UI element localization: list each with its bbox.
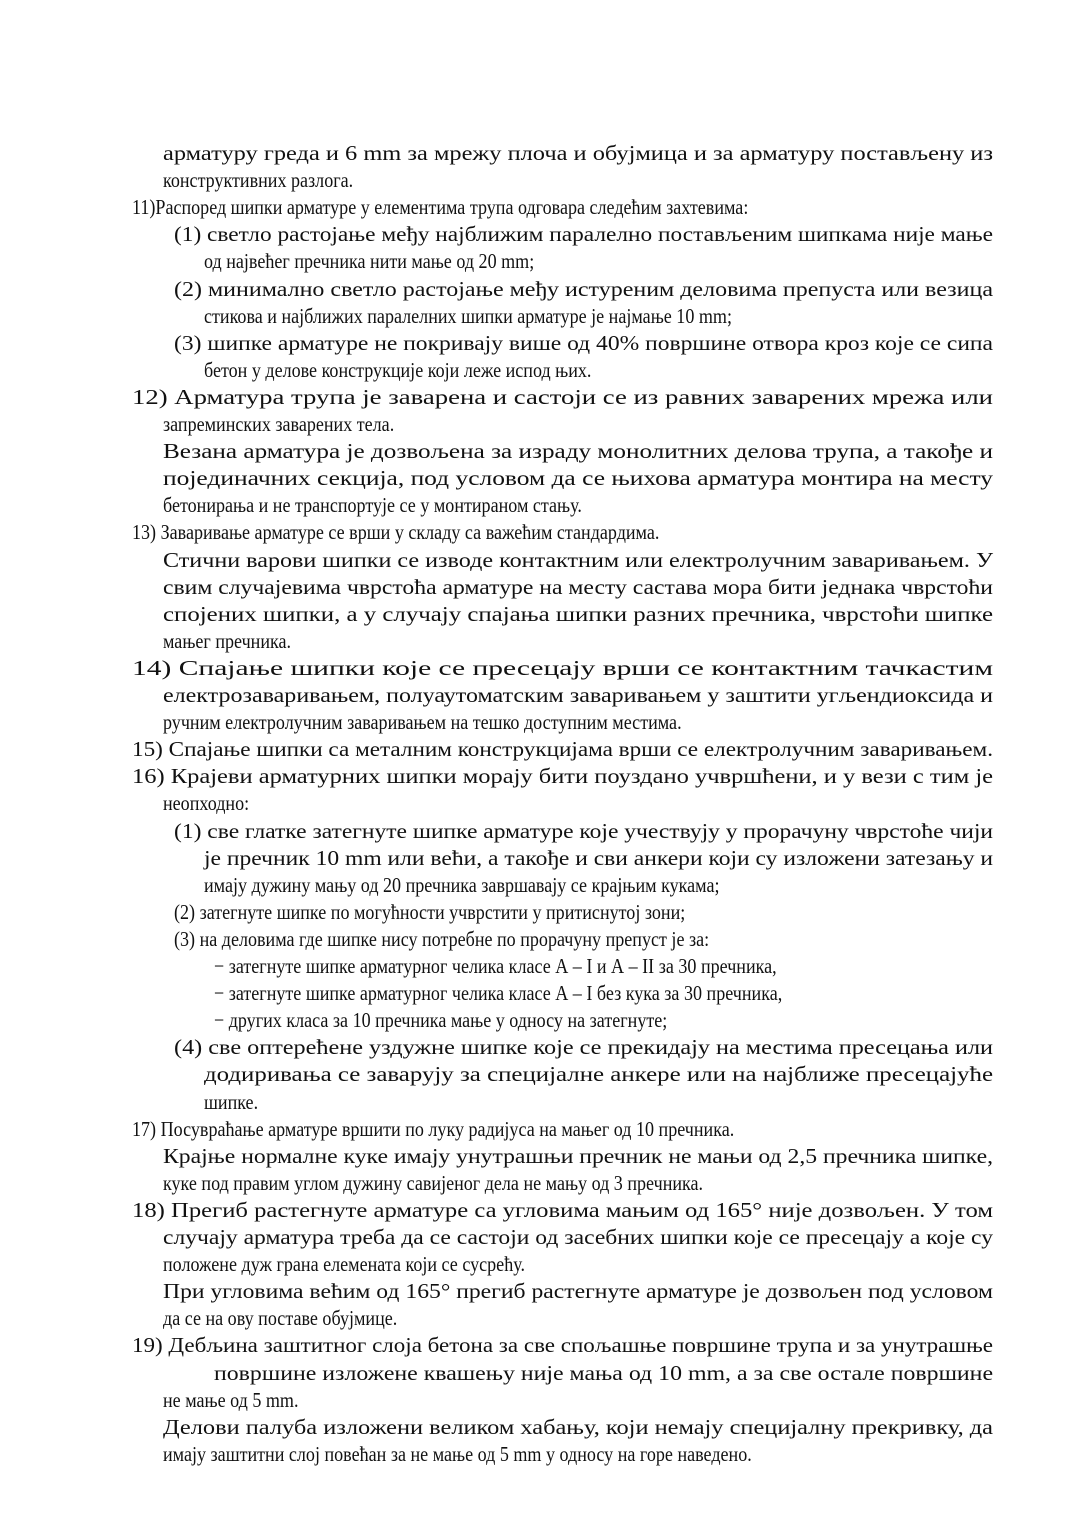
line-text: бетон у делове конструкције који леже испод њих.	[204, 357, 592, 382]
list-item-17	[132, 1116, 832, 1143]
line-text: имају заштитни слој повећан за не мање од 5 mm у односу на горе наведено.	[163, 1441, 752, 1466]
text-line	[204, 872, 803, 899]
list-item-11	[132, 194, 849, 221]
line-text: − других класа за 10 пречника мање у односу на затегнуте;	[214, 1008, 668, 1033]
line-text: Крајње нормалне куке имају унутрашњи пречник не мањи од 2,5 пречника шипке,	[163, 1143, 994, 1168]
text-line	[163, 167, 384, 194]
sub-item-11-2	[174, 276, 993, 303]
line-text: куке под правим углом дужину савијеног дела не мању од 3 пречника.	[163, 1170, 704, 1195]
line-text: појединачних секција, под условом да се њихова арматура монтира на месту	[163, 466, 993, 491]
text-line	[163, 1305, 435, 1332]
line-text: је пречник 10 mm или већи, а такође и сви анкери који су изложени затезању и	[204, 845, 994, 870]
text-line	[163, 1251, 584, 1278]
line-text: спојених шипки, а у случају спајања шипки разних пречника, чврстоћи шипке	[163, 601, 994, 626]
list-item-13	[132, 519, 745, 546]
text-line	[163, 628, 312, 655]
text-line	[163, 1414, 994, 1441]
list-item-18	[132, 1197, 993, 1224]
line-text: не мање од 5 mm.	[163, 1387, 299, 1412]
text-line	[163, 709, 766, 736]
text-line	[204, 1089, 267, 1116]
dash-item	[214, 1007, 741, 1034]
dash-item	[214, 953, 868, 980]
line-text: Стични варови шипки се изводе контактним или електролучним заваривањем. У	[163, 547, 994, 572]
line-text: свим случајевима чврстоћа арматуре на месту састава мора бити једнака чврстоћи	[163, 574, 993, 599]
line-text: запреминских заварених тела.	[163, 412, 395, 436]
line-text: При угловима већим од 165° прегиб растегнуте арматуре је дозвољен под условом	[163, 1279, 993, 1304]
line-text: ручним електролучним заваривањем на тешко доступним местима.	[163, 710, 682, 735]
line-text: (1) све глатке затегнуте шипке арматуре које учествују у прорачуну чврстоће чији	[174, 818, 994, 843]
line-text: 12) Арматура трупа је заварена и састоји се из равних заварених мрежа или	[132, 384, 993, 409]
text-line	[163, 411, 432, 438]
line-text: конструктивних разлога.	[163, 168, 354, 193]
line-text: 16) Крајеви арматурних шипки морају бити поуздано учвршћени, и у вези с тим је	[132, 764, 994, 789]
line-text: 18) Прегиб растегнуте арматуре са угловима мањим од 165° није дозвољен. У том	[132, 1197, 993, 1222]
line-text: случају арматура треба да се састоји од засебних шипки које се пресецају а које су	[163, 1225, 994, 1249]
text-line	[204, 303, 818, 330]
text-line	[163, 574, 993, 601]
text-line	[214, 1360, 994, 1387]
line-text: површине изложене квашењу није мања од 10 mm, а за све остале површине	[214, 1360, 994, 1385]
sub-item-11-3	[174, 330, 993, 357]
line-text: од највећег пречника нити мање од 20 mm;	[204, 249, 535, 274]
line-text: (3) шипке арматуре не покривају више од 40% површине отвора кроз које се сипа	[174, 330, 993, 355]
line-text: 14) Спајање шипки које се пресецају врши се контактним тачкастим	[132, 655, 994, 680]
text-line	[163, 465, 993, 492]
list-item-14	[132, 655, 994, 682]
line-text: Делови палуба изложени великом хабању, који немају специјалну прекривку, да	[163, 1414, 994, 1439]
line-text: неопходно:	[163, 791, 250, 816]
text-line	[204, 845, 994, 872]
line-text: положене дуж грана елемената који се сусрећу.	[163, 1252, 525, 1277]
sub-item-16-1	[174, 818, 994, 845]
text-line	[163, 682, 994, 709]
line-text: − затегнуте шипке арматурног челика класе А – I без кука за 30 пречника,	[214, 981, 783, 1006]
text-line	[163, 492, 650, 519]
text-line	[163, 1387, 321, 1414]
list-item-16	[132, 763, 994, 790]
line-text: мањег пречника.	[163, 628, 292, 653]
line-text: електрозаваривањем, полуаутоматским заваривањем у заштити угљендиоксида и	[163, 683, 994, 707]
text-line	[163, 1278, 993, 1305]
line-text: Везана арматура је дозвољена за израду монолитних делова трупа, а такође и	[163, 439, 993, 464]
line-text: (3) на деловима где шипке нису потребне по прорачуну препуст је за:	[174, 926, 710, 951]
line-text: (1) светло растојање међу најближим паралелно постављеним шипкама није мање	[174, 222, 993, 247]
text-line	[163, 1170, 791, 1197]
line-text: (4) све оптерећене уздужне шипке које се прекидају на местима пресецања или	[174, 1035, 994, 1060]
text-line	[163, 1224, 994, 1251]
line-text: имају дужину мању од 20 пречника завршавају се крајњим кукама;	[204, 872, 720, 897]
line-text: (2) минимално светло растојање међу истуреним деловима препуста или везица	[174, 276, 993, 301]
text-line	[163, 1143, 994, 1170]
list-item-19	[132, 1332, 993, 1359]
text-line	[163, 790, 263, 817]
line-text: 13) Заваривање арматуре се врши у складу са важећим стандардима.	[132, 520, 660, 545]
text-line	[163, 547, 994, 574]
text-line	[163, 1441, 848, 1468]
line-text: − затегнуте шипке арматурног челика класе А – I и А – II за 30 пречника,	[214, 954, 777, 978]
sub-item-16-3	[174, 926, 796, 953]
text-line	[204, 357, 655, 384]
dash-item	[214, 980, 875, 1007]
text-line	[204, 1061, 993, 1088]
list-item-12	[132, 384, 993, 411]
sub-item-11-1	[174, 221, 993, 248]
line-text: стикова и најближих паралелних шипки арматуре је најмање 10 mm;	[204, 303, 732, 328]
line-text: арматуру греда и 6 mm за мрежу плоча и обујмица и за арматуру постављену из	[163, 141, 994, 165]
line-text: 17) Посувраћање арматуре вршити по луку радијуса на мањег од 10 пречника.	[132, 1116, 735, 1141]
line-text: бетонирања и не транспортује се у монтираном стању.	[163, 493, 582, 518]
sub-item-16-4	[174, 1034, 994, 1061]
line-text: 15) Спајање шипки са металним конструкцијама врши се електролучним заваривањем.	[132, 737, 994, 762]
list-item-15	[132, 736, 994, 763]
text-line	[204, 248, 588, 275]
text-line	[163, 601, 994, 628]
line-text: (2) затегнуте шипке по могућности учврстити у притиснутој зони;	[174, 899, 686, 924]
line-text: 19) Дебљина заштитног слоја бетона за све спољашње површине трупа и за унутрашње	[132, 1333, 993, 1358]
text-line	[163, 438, 993, 465]
line-text: додиривања се заварују за специјалне анкере или на најближе пресецајуће	[204, 1062, 993, 1087]
text-line	[163, 140, 994, 167]
line-text: да се на ову поставе обујмице.	[163, 1306, 398, 1331]
line-text: 11)Распоред шипки арматуре у елементима трупа одговара следећим захтевима:	[132, 195, 749, 220]
line-text: шипке.	[204, 1089, 259, 1114]
sub-item-16-2	[174, 899, 769, 926]
